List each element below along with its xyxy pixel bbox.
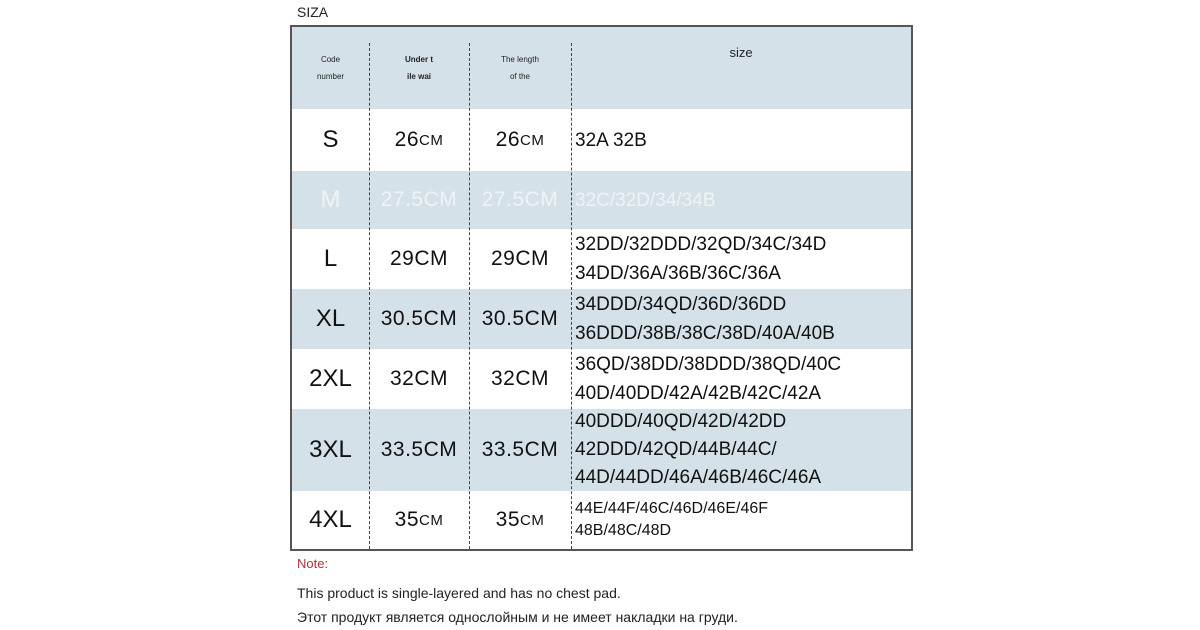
- size-code: 2XL: [309, 365, 352, 392]
- size-code: M: [320, 186, 341, 213]
- size-code: 4XL: [309, 506, 352, 533]
- table-row: [292, 289, 911, 349]
- length-value: 32CM: [490, 367, 550, 390]
- size-code: S: [322, 126, 339, 153]
- header-row: [292, 27, 911, 109]
- header-under-bust: Under t ile wai: [405, 55, 433, 81]
- note-english: This product is single-layered and has no chest pad.: [297, 585, 621, 601]
- bra-sizes: 32A 32B: [575, 129, 647, 151]
- under-bust-value: 26 CM: [394, 128, 444, 151]
- size-code: XL: [315, 305, 346, 332]
- size-code: 3XL: [309, 436, 352, 463]
- length-value: 33.5CM: [481, 438, 559, 461]
- header-code: Code number: [316, 55, 345, 81]
- page-title: SIZA: [297, 4, 329, 20]
- length-value: 27.5CM: [481, 188, 559, 211]
- table-row: [292, 229, 911, 289]
- length-value: 30.5CM: [481, 307, 559, 330]
- column-divider: [571, 43, 572, 549]
- under-bust-value: 30.5CM: [380, 307, 458, 330]
- under-bust-value: 32CM: [389, 367, 449, 390]
- header-size: size: [729, 45, 753, 60]
- bra-sizes: 34DDD/34QD/36D/36DD 36DDD/38B/38C/38D/40A/40B: [575, 294, 835, 344]
- table-row: [292, 409, 911, 491]
- under-bust-value: 33.5CM: [380, 438, 458, 461]
- length-value: 35 CM: [495, 508, 545, 531]
- table-row: [292, 109, 911, 171]
- length-value: 29CM: [490, 247, 550, 270]
- bra-sizes: 40DDD/40QD/42D/42DD 42DDD/42QD/44B/44C/ 44D/44DD/46A/46B/46C/46A: [575, 411, 822, 488]
- note-label: Note:: [297, 556, 329, 571]
- under-bust-value: 27.5CM: [380, 188, 458, 211]
- table-row: [292, 491, 911, 549]
- bra-sizes: 36QD/38DD/38DDD/38QD/40C 40D/40DD/42A/42B/42C/42A: [575, 354, 842, 404]
- size-chart-table: [290, 25, 913, 551]
- bra-sizes: 32C/32D/34/34B: [575, 189, 716, 211]
- bra-sizes: 44E/44F/46C/46D/46E/46F 48B/48C/48D: [575, 500, 769, 539]
- bra-sizes: 32DD/32DDD/32QD/34C/34D 34DD/36A/36B/36C/36A: [575, 234, 827, 284]
- length-value: 26 CM: [495, 128, 545, 151]
- column-divider: [469, 43, 470, 549]
- column-divider: [369, 43, 370, 549]
- size-code: L: [323, 245, 338, 272]
- header-length: The length of the: [501, 55, 539, 81]
- under-bust-value: 29CM: [389, 247, 449, 270]
- under-bust-value: 35 CM: [394, 508, 444, 531]
- table-row: [292, 349, 911, 409]
- table-row: [292, 171, 911, 229]
- note-russian: Этот продукт является однослойным и не имеет накладки на груди.: [297, 609, 738, 625]
